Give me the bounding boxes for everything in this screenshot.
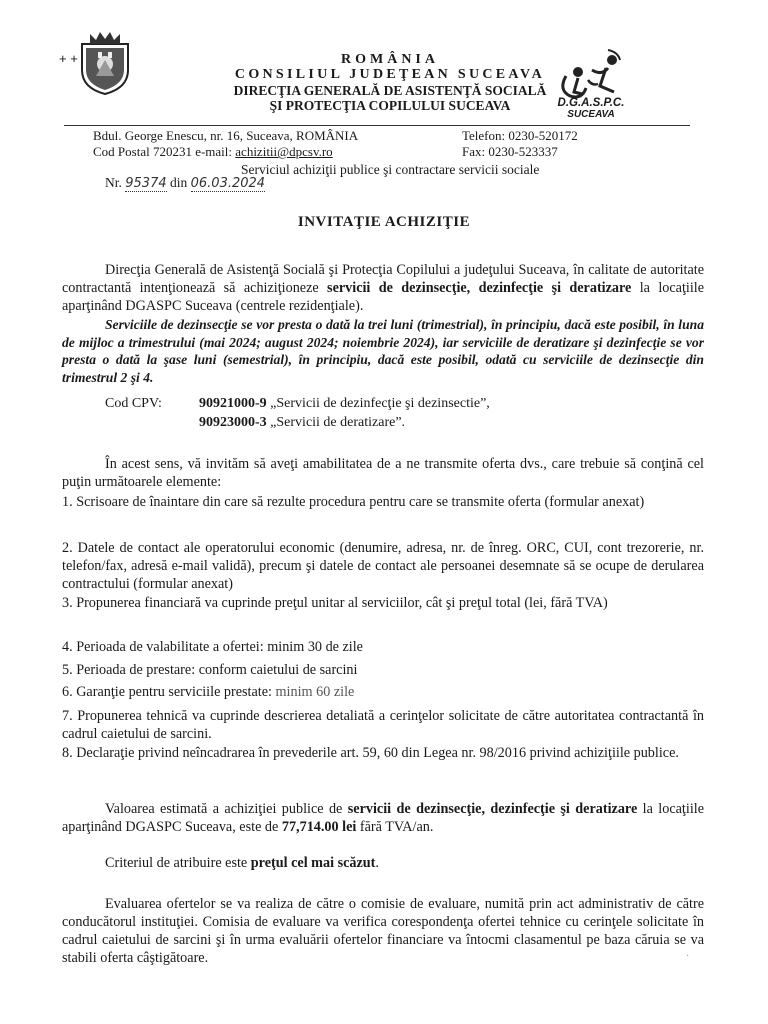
evaluation-paragraph: Evaluarea ofertelor se va realiza de către o comisie de evaluare, numită prin act administrativ de către conducătorul instituţiei. Comisia de evaluare va verifica corespondenţa ofertei tehnice cu cerinţele solicitate în cadrul caietului de sarcini şi în urma evaluării ofertelor financiare va întocmi clasamentul pe baza căruia se va stabili oferta câştigătoare. <box>62 896 704 966</box>
intro-paragraph: Direcţia Generală de Asistenţă Socială şi Protecţia Copilului a judeţului Suceava, în calitate de autoritate contractantă intenţionează să achiziţioneze servicii de dezinsecţie, dezinfecţie şi deratizare la locaţiile aparţinând DGASPC Suceava (centrele rezidenţiale). <box>62 262 705 314</box>
list-item: 2. Datele de contact ale operatorului economic (denumire, adresa, nr. de înreg. ORC, CUI, cont trezorerie, nr. telefon/fax, adresă e-mail validă), precum şi datele de contact ale persoanei desemnate să se ocupe de derularea contractului (formular anexat) <box>62 540 704 592</box>
header-rule <box>64 125 690 126</box>
page-title: INVITAŢIE ACHIZIŢIE <box>297 214 471 230</box>
header-country: ROMÂNIA <box>341 52 439 67</box>
invitation-paragraph: În acest sens, vă invităm să aveţi amabilitatea de a ne transmite oferta dvs., care trebuie să conţină cel puţin următoarele elemente: <box>62 456 704 490</box>
list-item: 7. Propunerea tehnică va cuprinde descrierea detaliată a cerinţelor solicitate de către autoritatea contractantă în cadrul caietului de sarcini. <box>62 708 704 742</box>
din-label: din <box>169 175 188 190</box>
header-directorate: DIRECŢIA GENERALĂ DE ASISTENŢĂ SOCIALĂ <box>233 83 547 98</box>
postal-email-line <box>93 144 333 160</box>
list-item: 6. Garanţie pentru serviciile prestate: minim 60 zile <box>62 684 355 700</box>
nr-value: 95374 <box>125 176 167 191</box>
logo-text: D.G.A.S.P.C. <box>557 97 625 109</box>
header-council: CONSILIUL JUDEŢEAN SUCEAVA <box>234 67 546 82</box>
nr-label: Nr. <box>105 175 122 190</box>
date-value: 06.03.2024 <box>190 176 266 191</box>
registration-number <box>105 175 265 191</box>
plus-marks: + + <box>59 51 78 66</box>
cpv-code-1: Cod CPV: 90921000-9 „Servicii de dezinfecţie şi dezinsectie”, <box>105 396 490 411</box>
scan-mark: · <box>686 950 690 961</box>
list-item: 3. Propunerea financiară va cuprinde preţul unitar al serviciilor, cât şi preţul total (lei, fără TVA) <box>62 595 608 611</box>
list-item: 4. Perioada de valabilitate a ofertei: minim 30 de zile <box>62 639 363 655</box>
header-directorate-2: ŞI PROTECŢIA COPILULUI SUCEAVA <box>269 98 511 113</box>
schedule-paragraph: Serviciile de dezinsecţie se vor presta o dată la trei luni (trimestrial), în principiu, dacă este posibil, în luna de mijloc a trimestrului (mai 2024; august 2024; noiembrie 2024), iar serviciile de deratizare şi dezinfecţie se vor presta o dată la şase luni (semestrial), în principiu, dacă este posibil, odată cu serviciile de dezinsecţie din trimestrul 2 şi 4. <box>62 317 704 385</box>
email-link[interactable]: achizitii@dpcsv.ro <box>235 144 333 159</box>
coat-of-arms-icon <box>76 30 134 96</box>
list-item: 8. Declaraţie privind neîncadrarea în prevederile art. 59, 60 din Legea nr. 98/2016 privind achiziţiile publice. <box>62 745 679 761</box>
logo-city: SUCEAVA <box>567 109 615 120</box>
postal-code: Cod Postal 720231 e-mail: <box>93 144 236 159</box>
address: Bdul. George Enescu, nr. 16, Suceava, ROMÂNIA <box>93 128 359 143</box>
service-line: Serviciul achiziţii publice şi contractare servicii sociale <box>241 162 540 177</box>
award-criterion: Criteriul de atribuire este preţul cel mai scăzut. <box>105 855 379 871</box>
list-item: 1. Scrisoare de înaintare din care să rezulte procedura pentru care se transmite oferta (formular anexat) <box>62 494 645 510</box>
cpv-code-2: 90923000-3 „Servicii de deratizare”. <box>199 415 406 430</box>
fax: Fax: 0230-523337 <box>462 144 558 159</box>
phone: Telefon: 0230-520172 <box>462 128 578 143</box>
list-item: 5. Perioada de prestare: conform caietului de sarcini <box>62 662 358 678</box>
estimated-value-paragraph: Valoarea estimată a achiziţiei publice de servicii de dezinsecţie, dezinfecţie şi deratizare la locaţiile aparţinând DGASPC Suceava, este de 77,714.00 lei fără TVA/an. <box>62 801 705 835</box>
